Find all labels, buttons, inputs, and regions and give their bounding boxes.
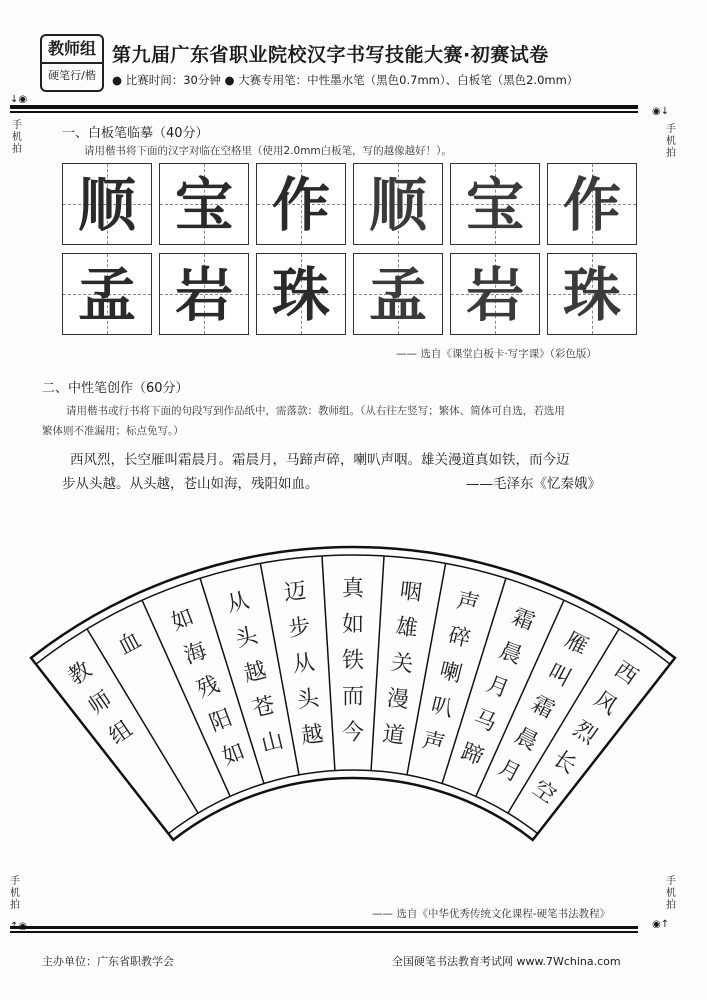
grid-cell — [353, 163, 443, 245]
grid-cell — [62, 163, 152, 245]
grid-char: 孟 — [368, 261, 427, 329]
fan-char: 晨 — [495, 638, 526, 670]
grid-cell — [547, 253, 637, 335]
fan-char: 漫 — [385, 685, 411, 714]
practice-grid — [62, 163, 638, 338]
header-rule-thick — [10, 105, 638, 109]
fan-char: 晨 — [510, 723, 542, 756]
fan-char: 月 — [493, 755, 525, 788]
fan-char: 组 — [104, 716, 138, 750]
section1-instruction: 请用楷书将下面的汉字对临在空格里（使用2.0mm白板笔，写的越像越好！）。 — [84, 145, 452, 157]
website: 全国硬笔书法教育考试网 www.7Wchina.com — [392, 955, 621, 968]
fan-char: 真 — [341, 576, 365, 602]
fan-char: 碎 — [445, 623, 473, 653]
grid-char: 作 — [271, 171, 330, 239]
grid-char: 顺 — [77, 171, 136, 239]
header-rule-thin — [10, 111, 638, 113]
fan-char: 霜 — [508, 604, 538, 636]
grid-char: 顺 — [368, 171, 427, 239]
exam-title: 第九届广东省职业院校汉字书写技能大赛·初赛试卷 — [112, 44, 549, 66]
grid-cell — [159, 253, 249, 335]
camera-icon-top-left: ↓◉ — [10, 94, 28, 105]
grid-char: 宝 — [174, 171, 233, 239]
fan-char: 阳 — [206, 705, 236, 737]
group-badge — [40, 34, 104, 92]
fan-char: 空 — [527, 775, 561, 809]
grid-cell — [547, 163, 637, 245]
fan-char: 长 — [548, 746, 581, 780]
fan-column — [224, 588, 286, 757]
fan-char: 头 — [233, 623, 261, 653]
fan-char: 马 — [470, 705, 500, 737]
fan-char: 如 — [219, 739, 249, 771]
camera-icon-bottom-right: ◉↑ — [652, 919, 670, 930]
badge-group: 教师组 — [42, 36, 102, 64]
section1-source: —— 选自《课堂白板卡·写字课》（彩色版） — [396, 348, 597, 360]
organizer: 主办单位：广东省职教学会 — [42, 955, 174, 968]
fan-char: 山 — [258, 727, 287, 758]
grid-cell — [450, 163, 540, 245]
fan-char: 铁 — [341, 648, 365, 674]
fan-char: 烈 — [568, 716, 602, 750]
fan-char: 海 — [180, 638, 211, 670]
bottom-source: —— 选自《中华优秀传统文化课程-硬笔书法教程》 — [372, 908, 611, 920]
footer-rule-thin — [10, 931, 638, 933]
grid-char: 宝 — [465, 171, 524, 239]
grid-cell — [159, 163, 249, 245]
fan-char: 雄 — [394, 614, 419, 642]
section2-instruction-line2: 繁体则不准漏用；标点免写。） — [42, 425, 184, 437]
fan-char: 而 — [341, 684, 365, 710]
fan-char: 苍 — [250, 693, 278, 723]
side-label-top-left: 手机拍 — [12, 120, 22, 155]
section1-heading: 一、白板笔临摹（40分） — [62, 126, 209, 141]
fan-char: 迈 — [282, 578, 308, 607]
exam-subtitle: ● 比赛时间：30分钟 ● 大赛专用笔：中性墨水笔（黑色0.7mm）、白板笔（黑色2.0mm） — [112, 73, 579, 87]
fan-column — [114, 628, 145, 660]
fan-char: 道 — [381, 721, 406, 750]
fan-char: 雁 — [560, 627, 592, 661]
grid-cell — [353, 253, 443, 335]
fan-char: 叫 — [543, 659, 575, 692]
fan-char: 喇 — [437, 658, 465, 688]
poem-line1: 西风烈，长空雁叫霜晨月。霜晨月，马蹄声碎，喇叭声咽。雄关漫道真如铁，而今迈 — [70, 452, 570, 468]
fan-divider — [322, 556, 335, 771]
grid-char: 珠 — [271, 261, 330, 329]
badge-type: 硬笔行/楷 — [48, 69, 96, 82]
fan-char: 师 — [84, 686, 117, 721]
section2-instruction-line1: 请用楷书或行书将下面的句段写到作品纸中，需落款：教师组。（从右往左竖写；繁体、简体可自选，若选用 — [66, 405, 565, 417]
fan-artwork — [0, 540, 707, 870]
grid-char: 作 — [562, 171, 621, 239]
fan-char: 如 — [341, 612, 365, 638]
poem-author: ——毛泽东《忆秦娥》 — [466, 476, 601, 492]
fan-char: 从 — [291, 650, 317, 678]
fan-char: 今 — [341, 720, 365, 746]
fan-char: 如 — [168, 604, 198, 636]
side-label-bottom-right: 手机拍 — [666, 876, 676, 911]
fan-char: 蹄 — [457, 739, 487, 771]
grid-cell — [450, 253, 540, 335]
grid-char: 岩 — [465, 261, 524, 329]
fan-char: 头 — [295, 685, 321, 714]
fan-char: 西 — [609, 657, 642, 691]
footer-rule-thick — [10, 926, 638, 929]
side-label-bottom-left: 手机拍 — [10, 876, 20, 911]
fan-char: 声 — [454, 588, 482, 618]
grid-cell — [256, 253, 346, 335]
poem-line2: 步从头越。从头越，苍山如海，残阳如血。 — [62, 476, 319, 492]
grid-cell — [256, 163, 346, 245]
fan-char: 越 — [300, 721, 325, 750]
fan-char: 教 — [64, 657, 97, 691]
fan-divider — [84, 629, 198, 813]
fan-char: 步 — [287, 614, 312, 642]
grid-cell — [62, 253, 152, 335]
fan-divider — [508, 629, 622, 813]
grid-char: 珠 — [562, 261, 621, 329]
fan-char: 风 — [589, 686, 622, 721]
fan-column — [342, 577, 365, 746]
fan-char: 咽 — [398, 578, 424, 607]
fan-char: 月 — [483, 671, 513, 704]
camera-icon-top-right: ◉↓ — [652, 106, 670, 117]
fan-char: 关 — [389, 650, 415, 678]
section2-heading: 二、中性笔创作（60分） — [42, 381, 189, 396]
fan-char: 声 — [419, 727, 448, 758]
fan-column — [64, 657, 137, 749]
fan-char: 越 — [241, 658, 269, 688]
side-label-top-right: 手机拍 — [666, 124, 676, 159]
grid-char: 孟 — [77, 261, 136, 329]
fan-shape — [31, 547, 675, 840]
grid-char: 岩 — [174, 261, 233, 329]
fan-column — [420, 588, 482, 757]
fan-char: 霜 — [527, 691, 559, 724]
fan-char: 从 — [224, 588, 252, 618]
fan-char: 血 — [114, 627, 146, 661]
fan-char: 叭 — [428, 693, 456, 723]
fan-char: 残 — [193, 671, 223, 704]
